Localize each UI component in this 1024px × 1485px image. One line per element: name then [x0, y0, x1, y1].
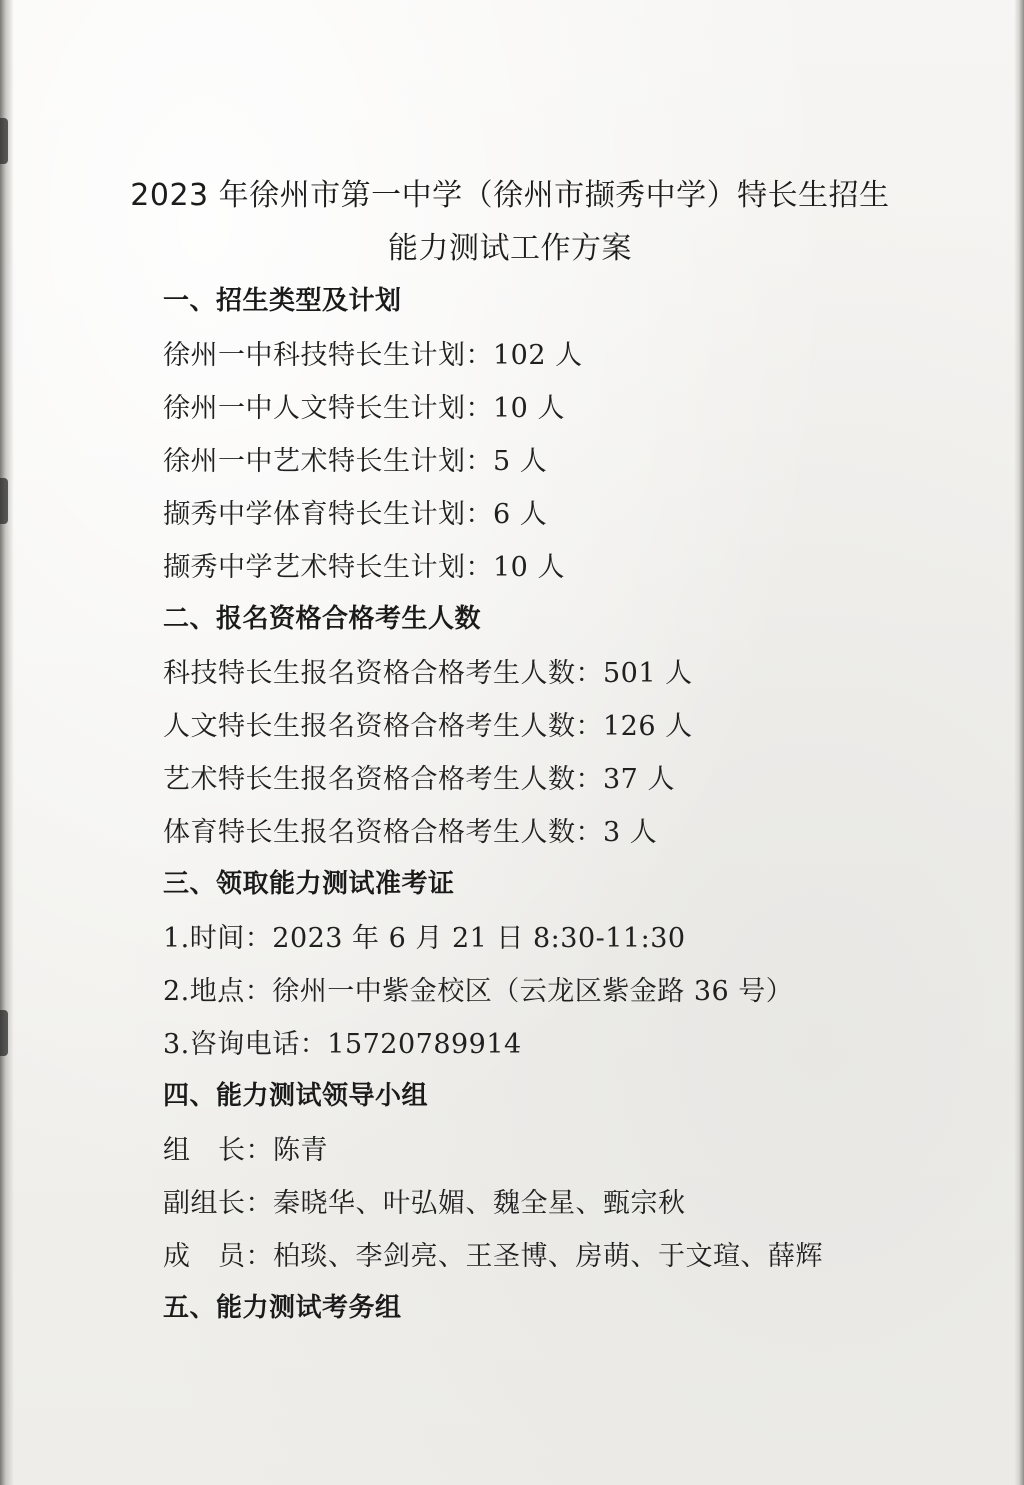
- section-item: 撷秀中学体育特长生计划：6 人: [163, 499, 548, 530]
- document-title-line-1: 2023 年徐州市第一中学（徐州市撷秀中学）特长生招生: [130, 178, 890, 213]
- binding-hole-mark: [0, 478, 8, 524]
- section-item: 副组长：秦晓华、叶弘媚、魏全星、甄宗秋: [163, 1188, 686, 1219]
- section-item: 徐州一中人文特长生计划：10 人: [163, 393, 565, 424]
- section-heading: 四、能力测试领导小组: [163, 1081, 429, 1111]
- document-title-line-2: 能力测试工作方案: [388, 231, 632, 266]
- section-item: 3.咨询电话：15720789914: [163, 1029, 522, 1060]
- section-item: 艺术特长生报名资格合格考生人数：37 人: [163, 764, 675, 795]
- section-item: 1.时间：2023 年 6 月 21 日 8:30-11:30: [163, 923, 686, 954]
- binding-hole-mark: [0, 118, 8, 164]
- section-item: 科技特长生报名资格合格考生人数：501 人: [163, 658, 693, 689]
- section-item: 撷秀中学艺术特长生计划：10 人: [163, 552, 565, 583]
- section-heading: 一、招生类型及计划: [163, 286, 402, 316]
- page-left-edge-shadow: [0, 0, 14, 1485]
- section-item: 组 长：陈青: [163, 1135, 328, 1166]
- binding-hole-mark: [0, 1010, 8, 1056]
- section-item: 成 员：柏琰、李剑亮、王圣博、房萌、于文瑄、薛辉: [163, 1241, 823, 1272]
- section-heading: 五、能力测试考务组: [163, 1293, 402, 1323]
- section-heading: 三、领取能力测试准考证: [163, 869, 455, 899]
- section-item: 2.地点：徐州一中紫金校区（云龙区紫金路 36 号）: [163, 976, 794, 1007]
- section-item: 体育特长生报名资格合格考生人数：3 人: [163, 817, 658, 848]
- section-item: 徐州一中科技特长生计划：102 人: [163, 340, 583, 371]
- page-right-edge-shadow: [1014, 0, 1024, 1485]
- section-item: 徐州一中艺术特长生计划：5 人: [163, 446, 548, 477]
- section-item: 人文特长生报名资格合格考生人数：126 人: [163, 711, 693, 742]
- section-heading: 二、报名资格合格考生人数: [163, 604, 482, 634]
